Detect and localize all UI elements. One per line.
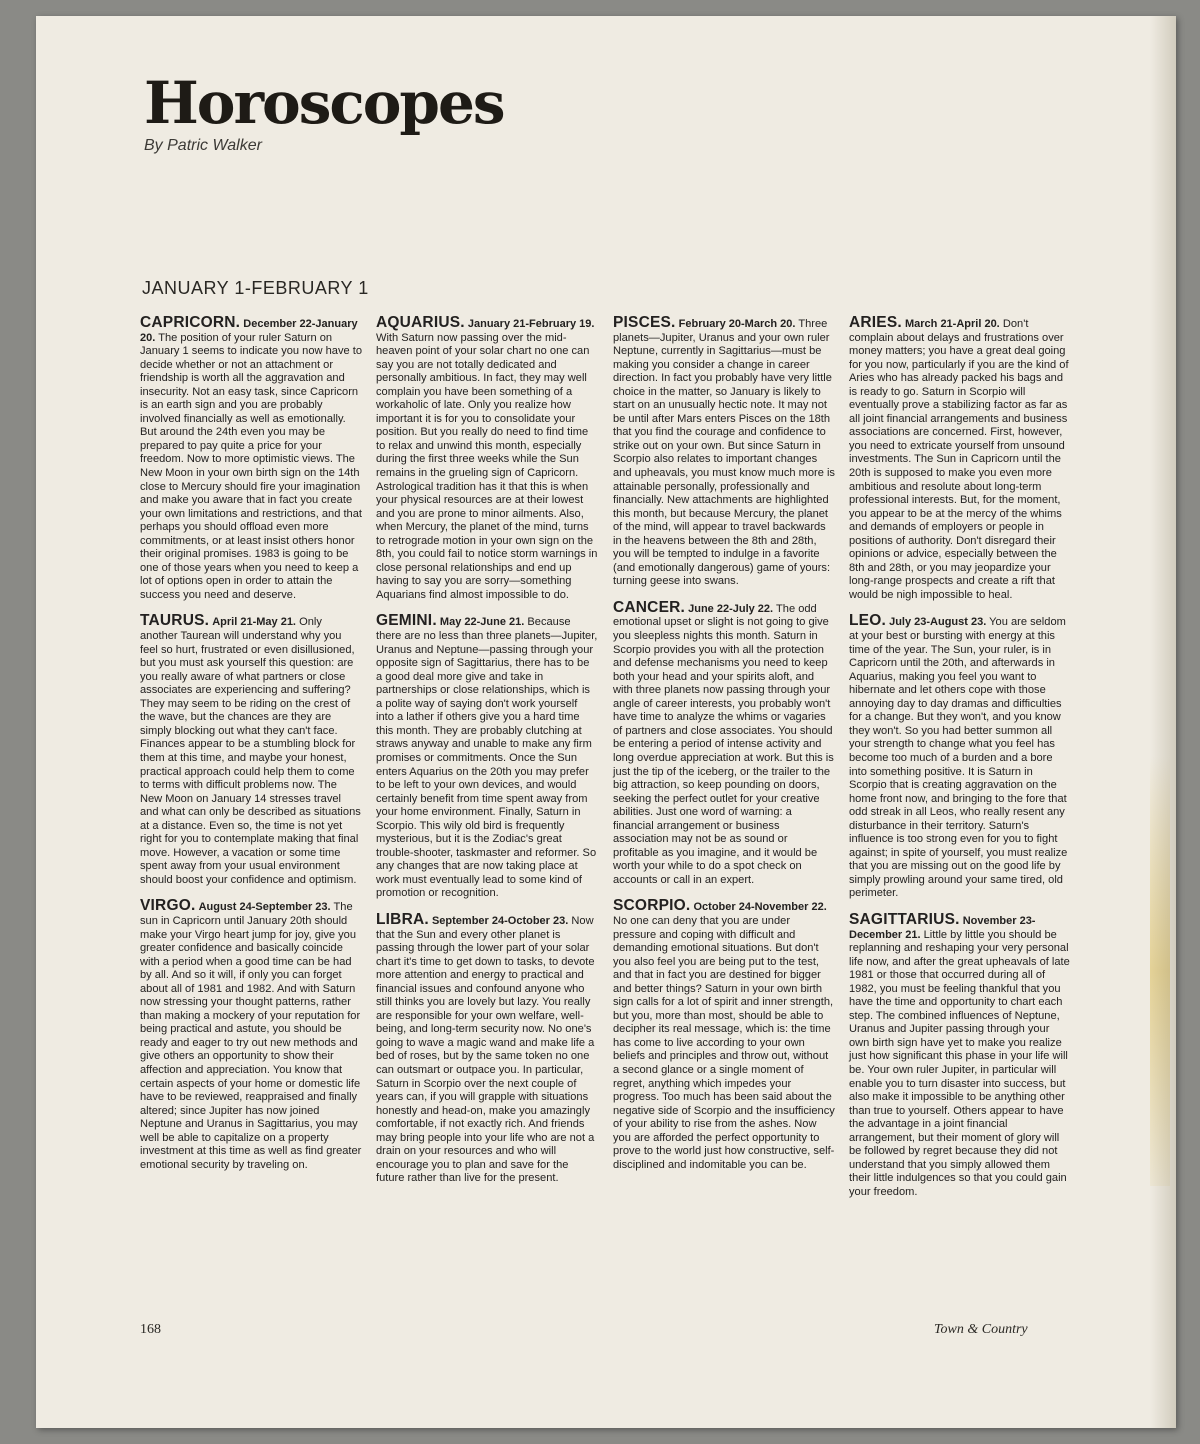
- entry-text: Because there are no less than three planets—Jupiter, Uranus and Neptune—passing through your opposite sign of Sagittarius, there has to be a good deal more give and take in partnerships or close relationships, which is a polite way of saying don't work yourself into a lather if others give you a hard time this month. They are probably clutching at straws anyway and unable to make any firm promises or commitments. Once the Sun enters Aquarius on the 20th you may prefer to be left to your own devices, and would certainly benefit from time spent away from your home environment. Finally, Saturn in Scorpio. This wily old bird is frequently mysterious, but it is the Zodiac's great trouble-shooter, taskmaster and reformer. So any changes that are now taking place at work must eventually lead to some kind of promotion or recognition.: [376, 616, 598, 900]
- entry-text: No one can deny that you are under pressure and coping with difficult and demanding emotional situations. But don't you also feel you are being put to the test, and that in fact you are destined for bigger and better things? Saturn in your own birth sign calls for a lot of spirit and inner strength, but you, more than most, should be able to decipher its real message, which is: the time has come to live according to your own beliefs and principles and throw out, without a second glance or a single moment of regret, anything which impedes your progress. Too much has been said about the negative side of Scorpio and the insufficiency of your ability to rise from the ashes. Now you are afforded the perfect opportunity to prove to the world just how constructive, self-disciplined and indomitable you can be.: [613, 914, 835, 1171]
- sign-dates: January 21-February 19.: [467, 318, 595, 330]
- magazine-page: [36, 16, 1176, 1428]
- entry-text: The sun in Capricorn until January 20th should make your Virgo heart jump for joy, give you greater confidence and basically coincide with a period when a good time can be had by all. And so it will, if only you can forget about all of 1981 and 1982. And with Saturn now stressing your thought patterns, rather than making a mockery of your reputation for being practical and astute, you should be ready and eager to try out new methods and give others an opportunity to show their affection and appreciation. You know that certain aspects of your home or domestic life have to be reviewed, reappraised and finally altered; since Jupiter has now joined Neptune and Uranus in Sagittarius, you may well be able to capitalize on a property investment at this time as well as find greater emotional security by traveling on.: [140, 901, 362, 1171]
- entry-text: With Saturn now passing over the mid-heaven point of your solar chart no one can say you are not totally dedicated and personally ambitious. In fact, they may well complain you have been something of a workaholic of late. Only you realize how important it is for you to consolidate your position. But you really do need to find time to relax and unwind this month, especially during the first three weeks while the Sun remains in the grueling sign of Capricorn. Astrological tradition has it that this is when your physical resources are at their lowest and you are prone to minor ailments. Also, when Mercury, the planet of the mind, turns to retrograde motion in your own sign on the 8th, you could fail to notice storm warnings in close personal relationships and end up having to say you are sorry—something Aquarians find almost impossible to do.: [376, 331, 598, 601]
- page-number: 168: [140, 1322, 161, 1337]
- sign-dates: June 22-July 22.: [688, 602, 774, 615]
- entry-aquarius: [376, 316, 598, 602]
- sign-dates: December 22-January 20.: [140, 318, 358, 344]
- sign-name: ARIES.: [849, 314, 902, 331]
- sign-name: SCORPIO.: [613, 897, 691, 915]
- sign-name: TAURUS.: [140, 612, 210, 630]
- page-edge-stain: [1150, 756, 1170, 1186]
- page-title: Horoscopes: [144, 69, 504, 137]
- sign-dates: April 21-May 21.: [212, 616, 296, 629]
- entry-sagittarius: [849, 910, 1071, 1199]
- entry-aries: [849, 316, 1071, 602]
- entry-leo: [849, 614, 1071, 900]
- sign-name: CAPRICORN.: [140, 314, 241, 331]
- entry-text: Only another Taurean will understand why you feel so hurt, frustrated or even disillusioned, but you must ask yourself this question: are you really aware of what partners or close associates are experiencing and suffering? They may seem to be riding on the crest of the wave, but the chances are they are simply blocking out what they can't face. Finances appear to be a stumbling block for them at this time, and maybe your honest, practical approach could help them to come to terms with difficult problems now. The New Moon on January 14 stresses travel and what can only be described as situations at a distance. Even so, the time is not yet right for you to contemplate making that final move. However, a vacation or some time spent away from your usual environment should boost your confidence and optimism.: [140, 616, 361, 886]
- column-1: [140, 316, 362, 1184]
- sign-dates: March 21-April 20.: [904, 318, 1000, 330]
- entry-text: The odd emotional upset or slight is not going to give you sleepless nights this month. Saturn in Scorpio provides you with all the protection and defense mechanisms you need to keep both your head and your spirits aloft, and with three planets now passing through your angle of career interests, you probably won't have time to analyze the whims or vagaries of partners and close associates. You should be entering a period of intense activity and long overdue appreciation at work. But this is just the tip of the iceberg, or the trailer to the big attraction, so keep pounding on doors, seeking the perfect outlet for your creative abilities. Just one word of warning: a financial arrangement or business association may not be as sound or profitable as you imagine, and it would be worth your while to do a spot check on accounts or call in an expert.: [613, 602, 834, 886]
- entry-text: Don't complain about delays and frustrations over money matters; you have a great deal going for you now, particularly if you are the kind of Aries who has already packed his bags and is ready to go. Saturn in Scorpio will eventually prove a stabilizing factor as far as all joint financial arrangements and business associations are concerned. First, however, you need to extricate yourself from unsound investments. The Sun in Capricorn until the 20th is supposed to make you even more ambitious and resolute about long-term professional interests. But, for the moment, you appear to be at the mercy of the whims and demands of employers or people in positions of authority. Don't disregard their opinions or advice, especially between the 8th and 28th, or you may jeopardize your long-range prospects and create a rift that would be nigh impossible to heal.: [849, 318, 1069, 601]
- sign-name: LIBRA.: [376, 910, 429, 928]
- column-2: [376, 316, 598, 1198]
- sign-name: VIRGO.: [140, 897, 196, 915]
- magazine-name: Town & Country: [934, 1322, 1028, 1337]
- entry-text: Now that the Sun and every other planet is passing through the lower part of your solar chart it's time to get down to tasks, to devote more attention and energy to practical and financial issues and confound anyone who still thinks you are lovely but lazy. You really are responsible for your own welfare, well-being, and long-term security now. No one's going to wave a magic wand and make life a bed of roses, but by the same token no one can outsmart or outpace you. In particular, Saturn in Scorpio over the next couple of years can, if you will grapple with situations honestly and head-on, make you amazingly comfortable, if not exactly rich. And friends may bring people into your life who are not a drain on your resources and who will encourage you to plan and save for the future rather than live for the present.: [376, 914, 595, 1185]
- entry-virgo: [140, 899, 362, 1172]
- date-range: JANUARY 1-FEBRUARY 1: [142, 278, 369, 298]
- sign-dates: November 23-December 21.: [849, 914, 1036, 941]
- column-4: [849, 316, 1071, 1211]
- sign-dates: August 24-September 23.: [198, 901, 331, 914]
- entry-cancer: [613, 598, 835, 887]
- column-3: [613, 316, 835, 1184]
- entry-text: Three planets—Jupiter, Uranus and your own ruler Neptune, currently in Sagittarius—must be making you consider a change in career direction. In fact you probably have very little choice in the matter, so January is likely to start on an unusually hectic note. It may not be until after Mars enters Pisces on the 18th that you find the courage and confidence to strike out on your own. But since Saturn in Scorpio also relates to important changes and upheavals, you must know much more is attainable personally, professionally and financially. New attachments are highlighted this month, but because Mercury, the planet of the mind, will appear to travel backwards in the heavens between the 8th and 28th, you will be tempted to indulge in a favorite (and emotionally dangerous) game of yours: turning geese into swans.: [613, 318, 835, 588]
- sign-dates: July 23-August 23.: [889, 616, 987, 629]
- entry-taurus: [140, 614, 362, 887]
- sign-name: SAGITTARIUS.: [849, 910, 960, 928]
- sign-dates: February 20-March 20.: [678, 318, 796, 330]
- sign-name: GEMINI.: [376, 612, 437, 630]
- entry-capricorn: [140, 316, 362, 602]
- entry-text: Little by little you should be replanning and reshaping your very personal life now, and after the great upheavals of late 1981 or those that occurred during all of 1982, you must be feeling thankful that you have the time and opportunity to chart each step. The combined influences of Neptune, Uranus and Jupiter passing through your own birth sign have yet to make you realize just how significant this phase in your life will be. Your own ruler Jupiter, in particular will enable you to turn disaster into success, but also make it impossible to be anything other than true to yourself. Others appear to have the advantage in a joint financial arrangement, but their moment of glory will be followed by regret because they did not understand that you simply allowed them their little indulgences so that you could gain your freedom.: [849, 928, 1070, 1198]
- byline: By Patric Walker: [144, 137, 262, 154]
- entry-scorpio: [613, 899, 835, 1172]
- entry-text: The position of your ruler Saturn on January 1 seems to indicate you now have to decide whether or not an attachment or friendship is worth all the aggravation and insecurity. Not an easy task, since Capricorn is an earth sign and you are probably involved financially as well as emotionally. But around the 24th even you may be prepared to pay quite a price for your freedom. Now to more optimistic views. The New Moon in your own birth sign on the 14th close to Mercury should fire your imagination and make you aware that in fact you create your own limitations and restrictions, and that perhaps you should offload even more commitments, or at least insist others honor their original promises. 1983 is going to be one of those years when you need to keep a lot of options open in order to attain the success you need and deserve.: [140, 331, 363, 601]
- sign-name: LEO.: [849, 612, 886, 630]
- sign-dates: October 24-November 22.: [693, 901, 827, 914]
- sign-name: AQUARIUS.: [376, 314, 465, 331]
- sign-name: PISCES.: [613, 314, 676, 331]
- entry-libra: [376, 910, 598, 1186]
- sign-dates: May 22-June 21.: [439, 616, 525, 629]
- sign-dates: September 24-October 23.: [431, 914, 569, 927]
- entry-gemini: [376, 614, 598, 900]
- sign-name: CANCER.: [613, 598, 686, 616]
- entry-text: You are seldom at your best or bursting with energy at this time of the year. The Sun, your ruler, is in Capricorn until the 20th, and afterwards in Aquarius, making you feel you want to hibernate and let others cope with those annoying day to day dramas and difficulties for a change. But they won't, and you know they won't. So you had better summon all your strength to change what you feel has become too much of a burden and a bore into something positive. It is Saturn in Scorpio that is creating aggravation on the home front now, and bringing to the fore that odd streak in all Leos, who really resent any disturbance in their territory. Saturn's influence is too strong even for you to fight against; in spite of yourself, you must realize that you are missing out on the good life by simply prowling around your same tired, old perimeter.: [849, 616, 1068, 900]
- entry-pisces: [613, 316, 835, 589]
